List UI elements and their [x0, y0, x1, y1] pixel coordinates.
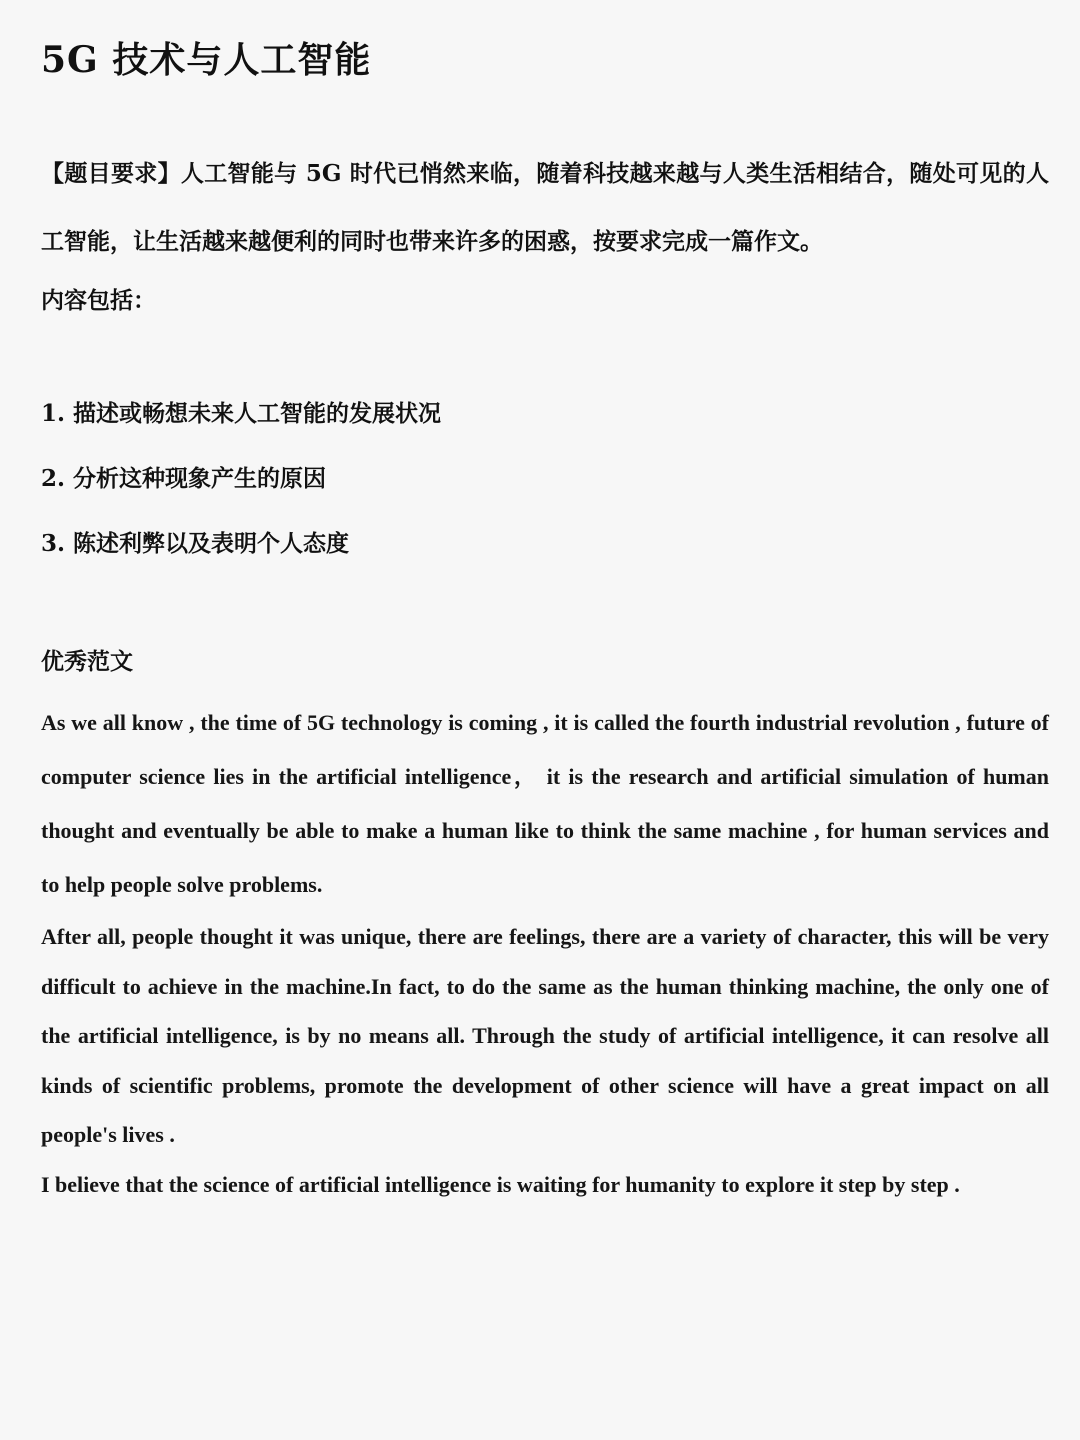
list-item — [41, 461, 441, 526]
essay-paragraph-1: As we all know , the time of 5G technology is coming , it is called the fourth industrial revolution , future of computer science lies in the artificial intelligence， it is the research and artificial simulation of human thought and eventually be able to make a human like to think the same machine , for human services and to help people solve problems. — [41, 710, 1049, 897]
list-item-text: 陈述利弊以及表明个人态度 — [73, 530, 349, 557]
content-label: 内容包括： — [41, 287, 156, 314]
list-item-text: 分析这种现象产生的原因 — [73, 465, 326, 492]
sample-essay-label: 优秀范文 — [41, 648, 133, 675]
requirement-paragraph: 【题目要求】人工智能与 5G 时代已悄然来临，随着科技越来越与人类生活相结合，随处可见的人工智能，让生活越来越便利的同时也带来许多的困惑，按要求完成一篇作文。 — [41, 160, 1049, 255]
sample-essay — [41, 696, 1049, 1209]
list-item-number: 2. — [41, 465, 66, 492]
list-item — [41, 526, 441, 591]
page-title: 5G 技术与人工智能 — [41, 39, 372, 81]
list-item-number: 1. — [41, 400, 66, 427]
list-item — [41, 396, 441, 461]
list-item-number: 3. — [41, 530, 66, 557]
essay-paragraph-2: After all, people thought it was unique, there are feelings, there are a variety of character, this will be very difficult to achieve in the machine.In fact, to do the same as the human thinking machine, the only one of the artificial intelligence, is by no means all. Through the study of artificial intelligence, it can resolve all kinds of scientific problems, promote the development of other science will have a great impact on all people's lives . — [41, 924, 1049, 1147]
requirement-points-list — [41, 396, 441, 591]
essay-paragraph-3: I believe that the science of artificial intelligence is waiting for humanity to explore it step by step . — [41, 1171, 960, 1197]
list-item-text: 描述或畅想未来人工智能的发展状况 — [73, 400, 441, 427]
